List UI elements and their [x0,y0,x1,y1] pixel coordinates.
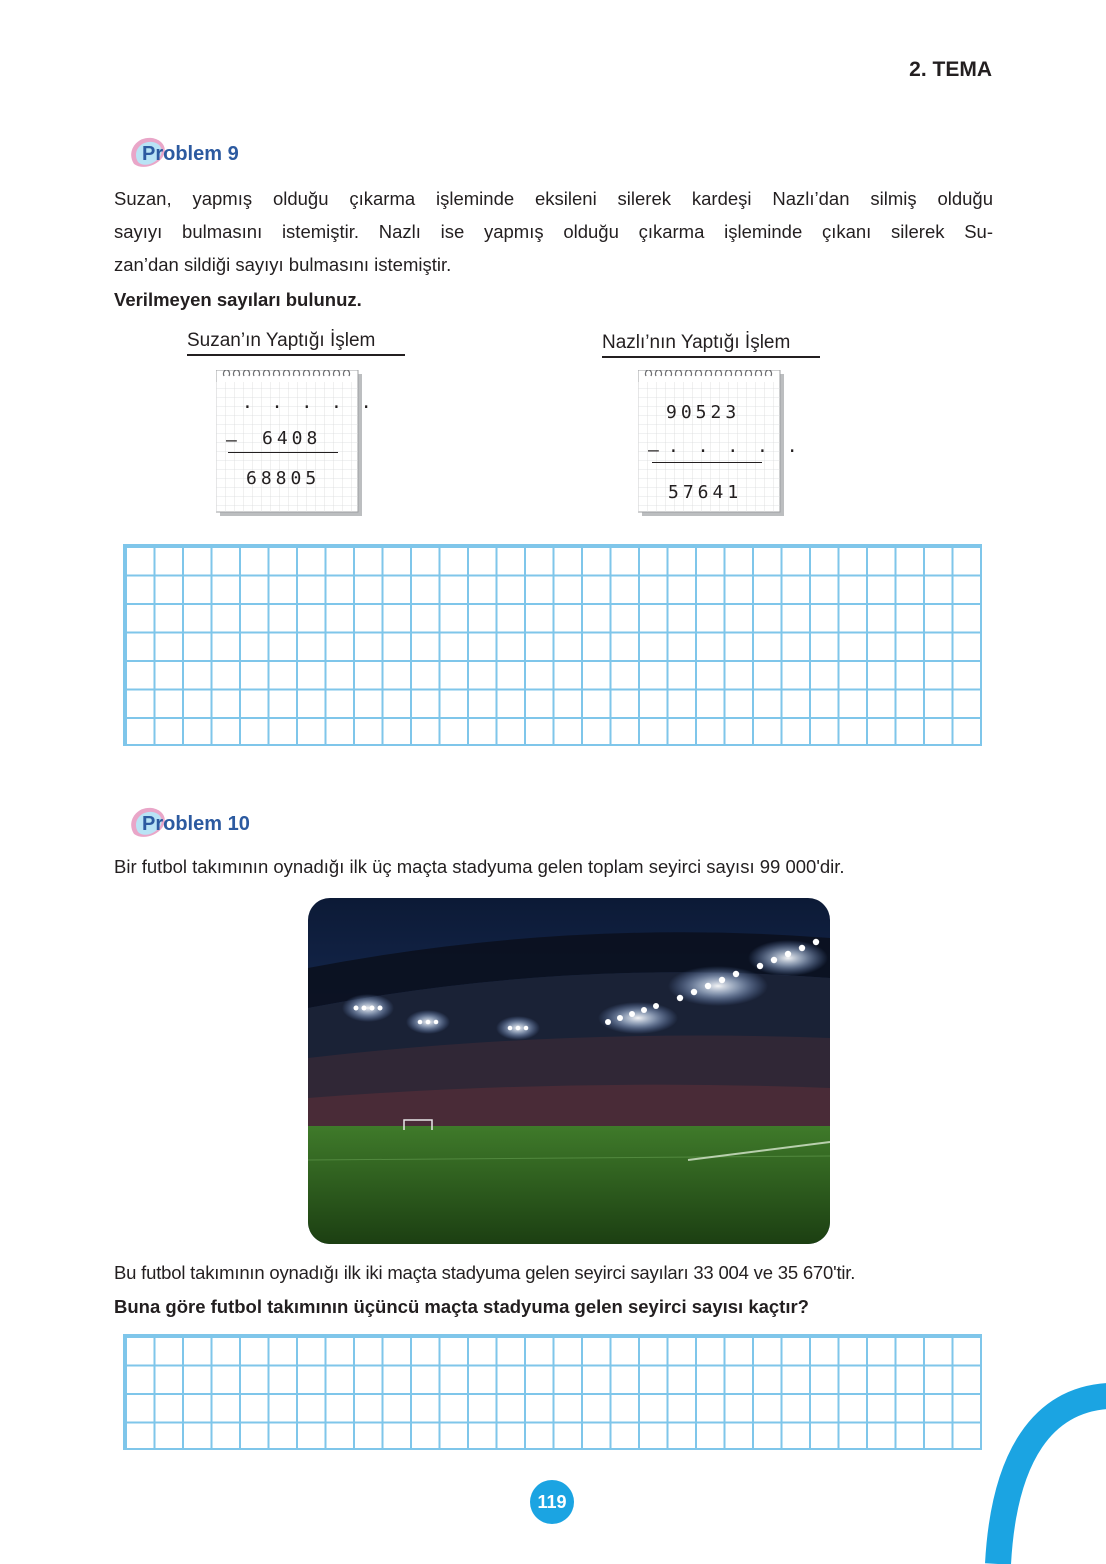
nazli-minuend: 90523 [666,402,741,423]
problem-9-label: Problem 9 [142,143,239,165]
problem-9-line-1: Suzan, yapmış olduğu çıkarma işleminde eksileni silerek kardeşi Nazlı’dan silmiş olduğu [114,188,993,209]
problem-10-intro: Bir futbol takımının oynadığı ilk üç maçta stadyuma gelen toplam seyirci sayısı 99 000'dir. [114,856,845,877]
suzan-result: 68805 [246,468,321,489]
problem-9-line-2: sayıyı bulmasını istemiştir. Nazlı ise yapmış olduğu çıkarma işleminde çıkanı silerek Su- [114,221,993,242]
nazli-notepad [638,370,802,516]
problem-9-line-3: zan’dan sildiği sayıyı bulmasını istemiştir. [114,254,452,275]
suzan-operation-title: Suzan’ın Yaptığı İşlem [187,330,405,356]
suzan-notepad [216,370,376,516]
suzan-operator: – [226,430,241,451]
theme-heading: 2. TEMA [909,58,992,81]
problem-10-question: Buna göre futbol takımının üçüncü maçta stadyuma gelen seyirci sayısı kaçtır? [114,1296,809,1317]
nazli-operator: – [648,440,663,461]
stadium-image [308,898,830,1244]
stadium-photo-icon [308,898,830,1244]
nazli-subtrahend: . . . . . [668,436,802,457]
problem-9-instruction: Verilmeyen sayıları bulunuz. [114,289,362,310]
problem-10-answer-grid[interactable] [123,1334,982,1450]
nazli-rule [652,462,762,463]
nazli-operation-title: Nazlı’nın Yaptığı İşlem [602,332,820,358]
problem-10-heading [126,804,296,844]
problem-10-label: Problem 10 [142,813,250,835]
page-number: 119 [530,1480,574,1524]
problem-9-heading [126,134,286,174]
problem-10-detail: Bu futbol takımının oynadığı ilk iki maçta stadyuma gelen seyirci sayıları 33 004 ve 35 670'tir. [114,1262,856,1283]
corner-arc-icon [984,1374,1106,1564]
suzan-rule [228,452,338,453]
suzan-subtrahend: 6408 [262,428,322,449]
suzan-minuend: . . . . . [242,392,376,413]
nazli-result: 57641 [668,482,743,503]
problem-9-answer-grid[interactable] [123,544,982,746]
